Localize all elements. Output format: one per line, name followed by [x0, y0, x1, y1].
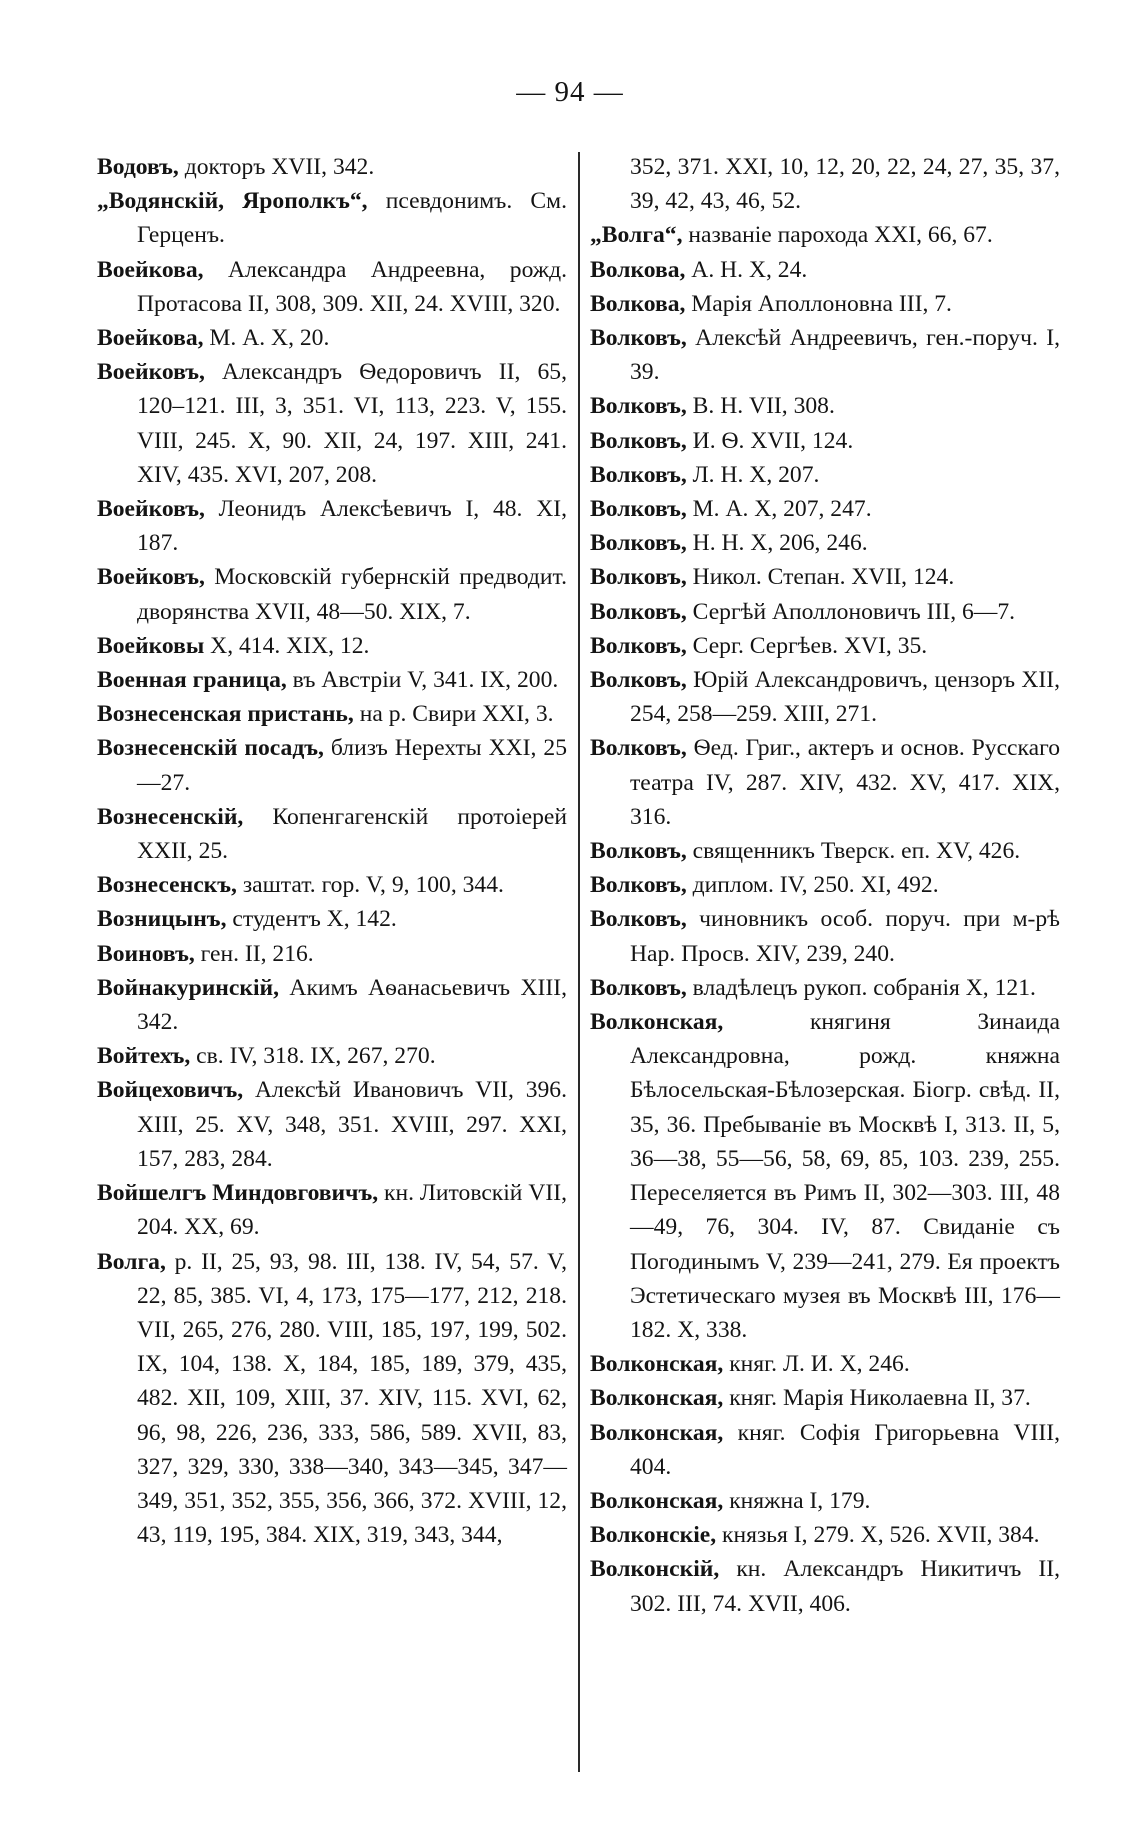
entry-references: студентъ X, 142. — [226, 906, 397, 933]
entry-headword: Волконская, — [590, 1487, 724, 1514]
entry-references: Копенгагенскій протоіерей XXII, 25. — [137, 803, 567, 865]
entry-headword: Войтехъ, — [97, 1043, 191, 1070]
entry-references: Н. Н. X, 206, 246. — [686, 530, 868, 557]
entry-headword: Волконская, — [590, 1351, 724, 1378]
entry-headword: Войнакуринскій, — [97, 974, 279, 1001]
entry-headword: Волковъ, — [590, 427, 687, 454]
index-entry — [590, 1484, 1060, 1518]
entry-references: княг. Софія Григорьевна VIII, 404. — [630, 1419, 1060, 1480]
index-entry — [97, 937, 567, 971]
entry-references: Акимъ Аѳанасьевичъ XIII, 342. — [137, 974, 567, 1036]
index-entry — [97, 253, 567, 321]
entry-references: диплом. IV, 250. XI, 492. — [686, 872, 939, 899]
entry-references: названіе парохода XXI, 66, 67. — [682, 222, 993, 249]
index-entry — [590, 253, 1060, 287]
index-entry — [590, 560, 1060, 594]
entry-headword: Волконская, — [590, 1385, 724, 1412]
index-entry — [97, 629, 567, 663]
entry-references: Леонидъ Алексѣевичъ I, 48. XI, 187. — [137, 496, 567, 557]
entry-headword: Волковъ, — [590, 564, 687, 591]
entry-references: Марія Аполлоновна III, 7. — [685, 290, 952, 317]
entry-references: р. II, 25, 93, 98. III, 138. IV, 54, 57. V, 22, 85, 385. VI, 4, 173, 175—177, 212, 218. VII, 265, 276, 280. VIII, 185, 197, 199, 502. IX, 104, 138. X, 184, 185, 189, 379, 435, 482. XII, 109, XIII, 37. XIV, 115. XVI, 62, 96, 98, 226, 236, 333, 586, 589. XVII, 83, 327, 329, 330, 338—340, 343—345, 347—349, 351, 352, 355, 356, 366, 372. XVIII, 12, 43, 119, 195, 384. XIX, 319, 343, 344, — [137, 1248, 567, 1549]
entry-headword: Волковъ, — [590, 632, 687, 659]
entry-headword: Воейкова, — [97, 325, 204, 352]
entry-references: въ Австріи V, 341. IX, 200. — [286, 667, 559, 694]
entry-headword: Вознесенскъ, — [97, 872, 237, 899]
entry-references: А. Н. X, 24. — [685, 256, 808, 283]
entry-headword: Волконскій, — [590, 1556, 720, 1583]
entry-references: Никол. Степан. XVII, 124. — [686, 564, 955, 591]
entry-headword: Волкова, — [590, 290, 686, 317]
index-entry — [97, 800, 567, 868]
entry-headword: Войшелгъ Миндовговичъ, — [97, 1180, 379, 1207]
index-entry — [590, 902, 1060, 970]
index-entry — [590, 663, 1060, 731]
index-entry — [590, 492, 1060, 526]
entry-references: князья I, 279. X, 526. XVII, 384. — [716, 1522, 1040, 1549]
entry-headword: Волконскіе, — [590, 1522, 717, 1549]
index-entry — [590, 526, 1060, 560]
entry-headword: Водовъ, — [97, 154, 179, 180]
index-entry — [590, 287, 1060, 321]
entry-references: псевдонимъ. См. Герценъ. — [137, 188, 567, 249]
entry-headword: Воейкова, — [97, 256, 204, 283]
index-entry — [97, 492, 567, 560]
index-column-left — [97, 150, 567, 1552]
entry-headword: Волковъ, — [590, 325, 687, 352]
index-entry — [97, 321, 567, 355]
index-entry — [97, 1245, 567, 1553]
index-entry — [97, 560, 567, 628]
index-entry — [590, 321, 1060, 389]
entry-headword: Воиновъ, — [97, 940, 195, 967]
entry-references: В. Н. VII, 308. — [686, 393, 835, 420]
index-entry — [97, 1176, 567, 1244]
index-entry — [590, 458, 1060, 492]
entry-headword: Волга, — [97, 1248, 166, 1275]
entry-headword: Возницынъ, — [97, 906, 227, 933]
entry-headword: Волковъ, — [590, 974, 687, 1001]
index-entry — [590, 629, 1060, 663]
entry-references: заштат. гор. V, 9, 100, 344. — [236, 872, 504, 899]
index-entry — [590, 731, 1060, 834]
index-entry — [97, 1073, 567, 1176]
entry-headword: Волковъ, — [590, 906, 687, 933]
index-entry — [590, 389, 1060, 423]
index-column-right — [590, 150, 1060, 1621]
entry-references: кн. Литовскій VII, 204. XX, 69. — [137, 1180, 567, 1241]
entry-references: княг. Марія Николаевна II, 37. — [723, 1385, 1031, 1412]
entry-headword: Волконская, — [590, 1009, 724, 1036]
entry-headword: Воейковъ, — [97, 564, 205, 591]
index-entry — [97, 868, 567, 902]
index-entry — [590, 971, 1060, 1005]
entry-references: Александра Андреевна, рожд. Протасова II, 308, 309. XII, 24. XVIII, 320. — [137, 256, 567, 317]
entry-headword: Волковъ, — [590, 838, 687, 865]
entry-references: владѣлецъ рукоп. собранія X, 121. — [686, 974, 1036, 1001]
entry-headword: Волковъ, — [590, 461, 687, 488]
entry-references: М. А. X, 20. — [203, 325, 330, 352]
entry-headword: Вознесенская пристань, — [97, 701, 354, 728]
entry-references: докторъ XVII, 342. — [178, 154, 375, 180]
entry-headword: Волковъ, — [590, 735, 687, 762]
entry-references: чиновникъ особ. поруч. при м-рѣ Нар. Просв. XIV, 239, 240. — [630, 906, 1060, 967]
entry-references: М. А. X, 207, 247. — [686, 496, 872, 523]
entry-headword: Волковъ, — [590, 393, 687, 420]
entry-headword: Воейковъ, — [97, 359, 205, 386]
entry-references: близъ Нерехты XXI, 25—27. — [137, 735, 567, 796]
entry-references: ген. II, 216. — [194, 940, 314, 967]
index-entry — [97, 731, 567, 799]
entry-headword: Волкова, — [590, 256, 686, 283]
index-entry — [590, 150, 1060, 218]
index-entry — [590, 218, 1060, 252]
entry-references: кн. Александръ Никитичъ II, 302. III, 74. XVII, 406. — [630, 1556, 1060, 1617]
entry-references: княг. Л. И. X, 246. — [723, 1351, 910, 1378]
index-entry — [590, 595, 1060, 629]
index-entry — [97, 150, 567, 184]
index-entry — [590, 834, 1060, 868]
entry-headword: Волковъ, — [590, 872, 687, 899]
entry-references: И. Ѳ. XVII, 124. — [686, 427, 854, 454]
column-divider — [578, 152, 580, 1772]
entry-references: Л. Н. X, 207. — [686, 461, 820, 488]
entry-headword: „Волга“, — [590, 222, 683, 249]
index-entry — [590, 1518, 1060, 1552]
entry-headword: Воейковы — [97, 632, 205, 659]
entry-references: на р. Свири XXI, 3. — [353, 701, 554, 728]
entry-headword: „Водянскій, Ярополкъ“, — [97, 188, 368, 215]
index-entry — [590, 1416, 1060, 1484]
entry-references: Алексѣй Ивановичъ VII, 396. XIII, 25. XV, 348, 351. XVIII, 297. XXI, 157, 283, 284. — [137, 1077, 567, 1172]
entry-references: Серг. Сергѣев. XVI, 35. — [686, 632, 928, 659]
index-entry — [97, 1039, 567, 1073]
entry-references: княжна I, 179. — [723, 1487, 871, 1514]
entry-references: Юрій Александровичъ, цензоръ XII, 254, 258—259. XIII, 271. — [630, 667, 1060, 728]
index-entry — [590, 1552, 1060, 1620]
entry-headword: Военная граница, — [97, 667, 287, 694]
entry-references: княгиня Зинаида Александровна, рожд. княжна Бѣлосельская-Бѣлозерская. Біогр. свѣд. II, 35, 36. Пребываніе въ Москвѣ I, 313. II, 5, 36—38, 55—56, 58, 69, 85, 103. 239, 255. Переселяется въ Римъ II, 302—303. III, 48—49, 76, 304. IV, 87. Свиданіе съ Погодинымъ V, 239—241, 279. Ея проектъ Эстетическаго музея въ Москвѣ III, 176—182. X, 338. — [630, 1009, 1060, 1343]
entry-references: Алексѣй Андреевичъ, ген.-поруч. I, 39. — [630, 325, 1060, 386]
entry-headword: Волковъ, — [590, 496, 687, 523]
index-entry — [590, 1381, 1060, 1415]
index-entry — [97, 184, 567, 252]
entry-references: Ѳед. Григ., актеръ и основ. Русскаго театра IV, 287. XIV, 432. XV, 417. XIX, 316. — [630, 735, 1060, 830]
index-entry — [97, 902, 567, 936]
entry-headword: Волконская, — [590, 1419, 724, 1446]
index-entry — [97, 697, 567, 731]
index-entry — [590, 1347, 1060, 1381]
index-entry — [590, 424, 1060, 458]
entry-headword: Вознесенскій, — [97, 803, 244, 830]
index-entry — [590, 1005, 1060, 1347]
entry-references: 352, 371. XXI, 10, 12, 20, 22, 24, 27, 35, 37, 39, 42, 43, 46, 52. — [630, 154, 1060, 215]
entry-references: св. IV, 318. IX, 267, 270. — [190, 1043, 436, 1070]
entry-references: священникъ Тверск. еп. XV, 426. — [686, 838, 1021, 865]
page-number: — 94 — — [516, 76, 624, 108]
entry-references: X, 414. XIX, 12. — [204, 632, 370, 659]
index-entry — [97, 971, 567, 1039]
index-entry — [590, 868, 1060, 902]
entry-headword: Волковъ, — [590, 598, 687, 625]
entry-headword: Воейковъ, — [97, 496, 205, 523]
entry-references: Московскій губернскій предводит. дворянства XVII, 48—50. XIX, 7. — [137, 564, 567, 625]
entry-headword: Волковъ, — [590, 667, 687, 694]
entry-headword: Вознесенскій посадъ, — [97, 735, 324, 762]
entry-headword: Волковъ, — [590, 530, 687, 557]
index-entry — [97, 663, 567, 697]
index-entry — [97, 355, 567, 492]
entry-references: Сергѣй Аполлоновичъ III, 6—7. — [686, 598, 1016, 625]
entry-references: Александръ Ѳедоровичъ II, 65, 120–121. III, 3, 351. VI, 113, 223. V, 155. VIII, 245. X, 90. XII, 24, 197. XIII, 241. XIV, 435. XVI, 207, 208. — [137, 359, 567, 488]
entry-headword: Войцеховичъ, — [97, 1077, 244, 1104]
